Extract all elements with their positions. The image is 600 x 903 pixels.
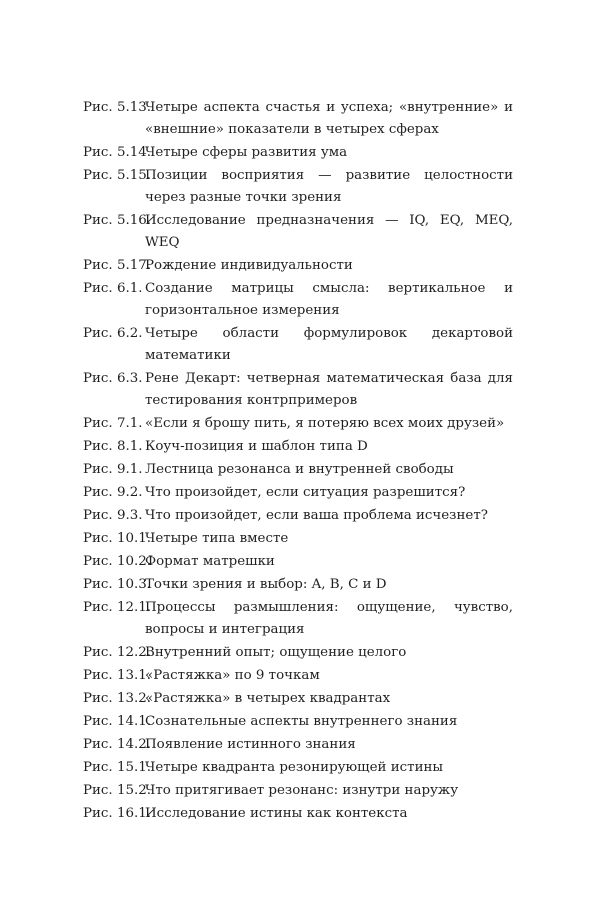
list-of-figures: [83, 97, 513, 826]
figure-title: Лестница резонанса и внутренней свободы: [145, 462, 454, 477]
figure-number: Рис. 15.2.: [83, 783, 152, 798]
figure-number: Рис. 12.2.: [83, 645, 152, 660]
list-item: [83, 734, 513, 756]
list-item: [83, 255, 513, 277]
figure-number: Рис. 9.3.: [83, 508, 143, 523]
list-item: [83, 642, 513, 664]
list-item: [83, 711, 513, 733]
figure-title: Создание матрицы смысла: вертикальное и горизонтальное измерения: [145, 281, 513, 318]
figure-title: Исследование истины как контекста: [145, 806, 408, 821]
figure-title: Появление истинного знания: [145, 737, 356, 752]
figure-number: Рис. 10.2.: [83, 554, 152, 569]
list-item: [83, 528, 513, 550]
figure-number: Рис. 6.1.: [83, 281, 143, 296]
figure-number: Рис. 6.3.: [83, 371, 143, 386]
figure-title: Четыре сферы развития ума: [145, 145, 348, 160]
list-item: [83, 574, 513, 596]
figure-number: Рис. 10.1.: [83, 531, 152, 546]
figure-number: Рис. 7.1.: [83, 416, 143, 431]
figure-number: Рис. 10.3.: [83, 577, 152, 592]
figure-title: Внутренний опыт; ощущение целого: [145, 645, 407, 660]
figure-title: «Растяжка» в четырех квадрантах: [145, 691, 391, 706]
figure-number: Рис. 5.17.: [83, 258, 152, 273]
figure-number: Рис. 8.1.: [83, 439, 143, 454]
figure-title: Позиции восприятия — развитие целостности через разные точки зрения: [145, 168, 513, 205]
list-item: [83, 505, 513, 527]
figure-title: Коуч-позиция и шаблон типа D: [145, 439, 368, 454]
figure-number: Рис. 9.1.: [83, 462, 143, 477]
figure-title: Что произойдет, если ситуация разрешится?: [145, 485, 466, 500]
figure-title: Четыре аспекта счастья и успеха; «внутренние» и «внешние» показатели в четырех сферах: [145, 100, 513, 137]
figure-number: Рис. 15.1.: [83, 760, 152, 775]
figure-title: Рождение индивидуальности: [145, 258, 353, 273]
list-item: [83, 368, 513, 412]
list-item: [83, 780, 513, 802]
figure-title: Формат матрешки: [145, 554, 275, 569]
list-item: [83, 688, 513, 710]
figure-title: Процессы размышления: ощущение, чувство, вопросы и интеграция: [145, 600, 513, 637]
figure-number: Рис. 16.1.: [83, 806, 152, 821]
list-item: [83, 97, 513, 141]
list-item: [83, 551, 513, 573]
list-item: [83, 459, 513, 481]
list-item: [83, 436, 513, 458]
list-item: [83, 665, 513, 687]
figure-title: Четыре типа вместе: [145, 531, 289, 546]
list-item: [83, 803, 513, 825]
list-item: [83, 210, 513, 254]
figure-title: Сознательные аспекты внутреннего знания: [145, 714, 458, 729]
figure-number: Рис. 13.2.: [83, 691, 152, 706]
figure-number: Рис. 12.1.: [83, 600, 152, 615]
list-item: [83, 482, 513, 504]
list-item: [83, 278, 513, 322]
list-item: [83, 165, 513, 209]
figure-title: Что притягивает резонанс: изнутри наружу: [145, 783, 459, 798]
figure-number: Рис. 14.2.: [83, 737, 152, 752]
figure-number: Рис. 5.13.: [83, 100, 152, 115]
figure-title: Четыре квадранта резонирующей истины: [145, 760, 444, 775]
figure-number: Рис. 9.2.: [83, 485, 143, 500]
figure-title: Рене Декарт: четверная математическая база для тестирования контрпримеров: [145, 371, 513, 408]
list-item: [83, 142, 513, 164]
figure-number: Рис. 13.1.: [83, 668, 152, 683]
list-item: [83, 413, 513, 435]
figure-title: «Если я брошу пить, я потеряю всех моих друзей»: [145, 416, 505, 431]
figure-number: Рис. 5.15.: [83, 168, 152, 183]
figure-title: Исследование предназначения — IQ, EQ, MEQ, WEQ: [145, 213, 513, 250]
list-item: [83, 757, 513, 779]
figure-number: Рис. 14.1.: [83, 714, 152, 729]
list-item: [83, 597, 513, 641]
figure-number: Рис. 6.2.: [83, 326, 143, 341]
figure-title: Четыре области формулировок декартовой математики: [145, 326, 513, 363]
figure-title: «Растяжка» по 9 точкам: [145, 668, 320, 683]
figure-title: Что произойдет, если ваша проблема исчезнет?: [145, 508, 488, 523]
figure-number: Рис. 5.14.: [83, 145, 152, 160]
list-item: [83, 323, 513, 367]
figure-title: Точки зрения и выбор: A, B, C и D: [145, 577, 387, 592]
figure-number: Рис. 5.16.: [83, 213, 152, 228]
